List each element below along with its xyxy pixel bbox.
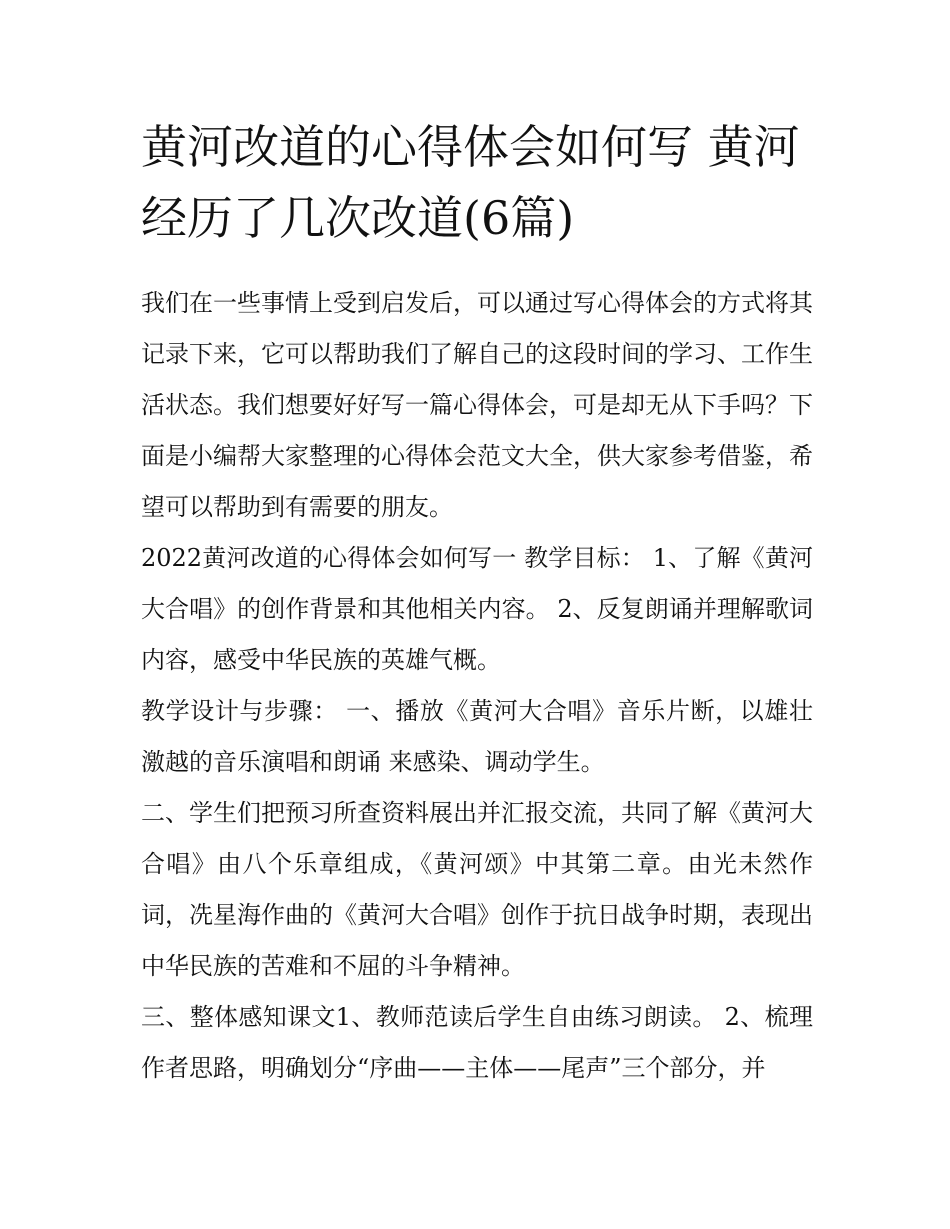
teaching-steps-paragraph: 教学设计与步骤： 一、播放《黄河大合唱》音乐片断，以雄壮激越的音乐演唱和朗诵 来感染、调动学生。 [141,697,813,776]
document-page [141,112,813,1094]
document-title: 黄河改道的心得体会如何写 黄河经历了几次改道(6篇) [141,120,800,245]
intro-paragraph: 我们在一些事情上受到启发后，可以通过写心得体会的方式将其记录下来，它可以帮助我们了解自己的这段时间的学习、工作生活状态。我们想要好好写一篇心得体会，可是却无从下手吗？下面是小编帮大家整理的心得体会范文大全，供大家参考借鉴，希望可以帮助到有需要的朋友。 [141,289,813,521]
document-body [141,278,813,1094]
step-three-paragraph: 三、整体感知课文1、教师范读后学生自由练习朗读。 2、梳理作者思路，明确划分“序曲——主体——尾声”三个部分，并 [141,1003,813,1082]
teaching-goals-paragraph: 2022黄河改道的心得体会如何写一 教学目标： 1、了解《黄河大合唱》的创作背景和其他相关内容。 2、反复朗诵并理解歌词内容，感受中华民族的英雄气概。 [141,544,813,674]
step-two-paragraph: 二、学生们把预习所查资料展出并汇报交流，共同了解《黄河大合唱》由八个乐章组成，《黄河颂》中其第二章。由光未然作词，冼星海作曲的《黄河大合唱》创作于抗日战争时期，表现出中华民族的苦难和不屈的斗争精神。 [141,799,813,980]
